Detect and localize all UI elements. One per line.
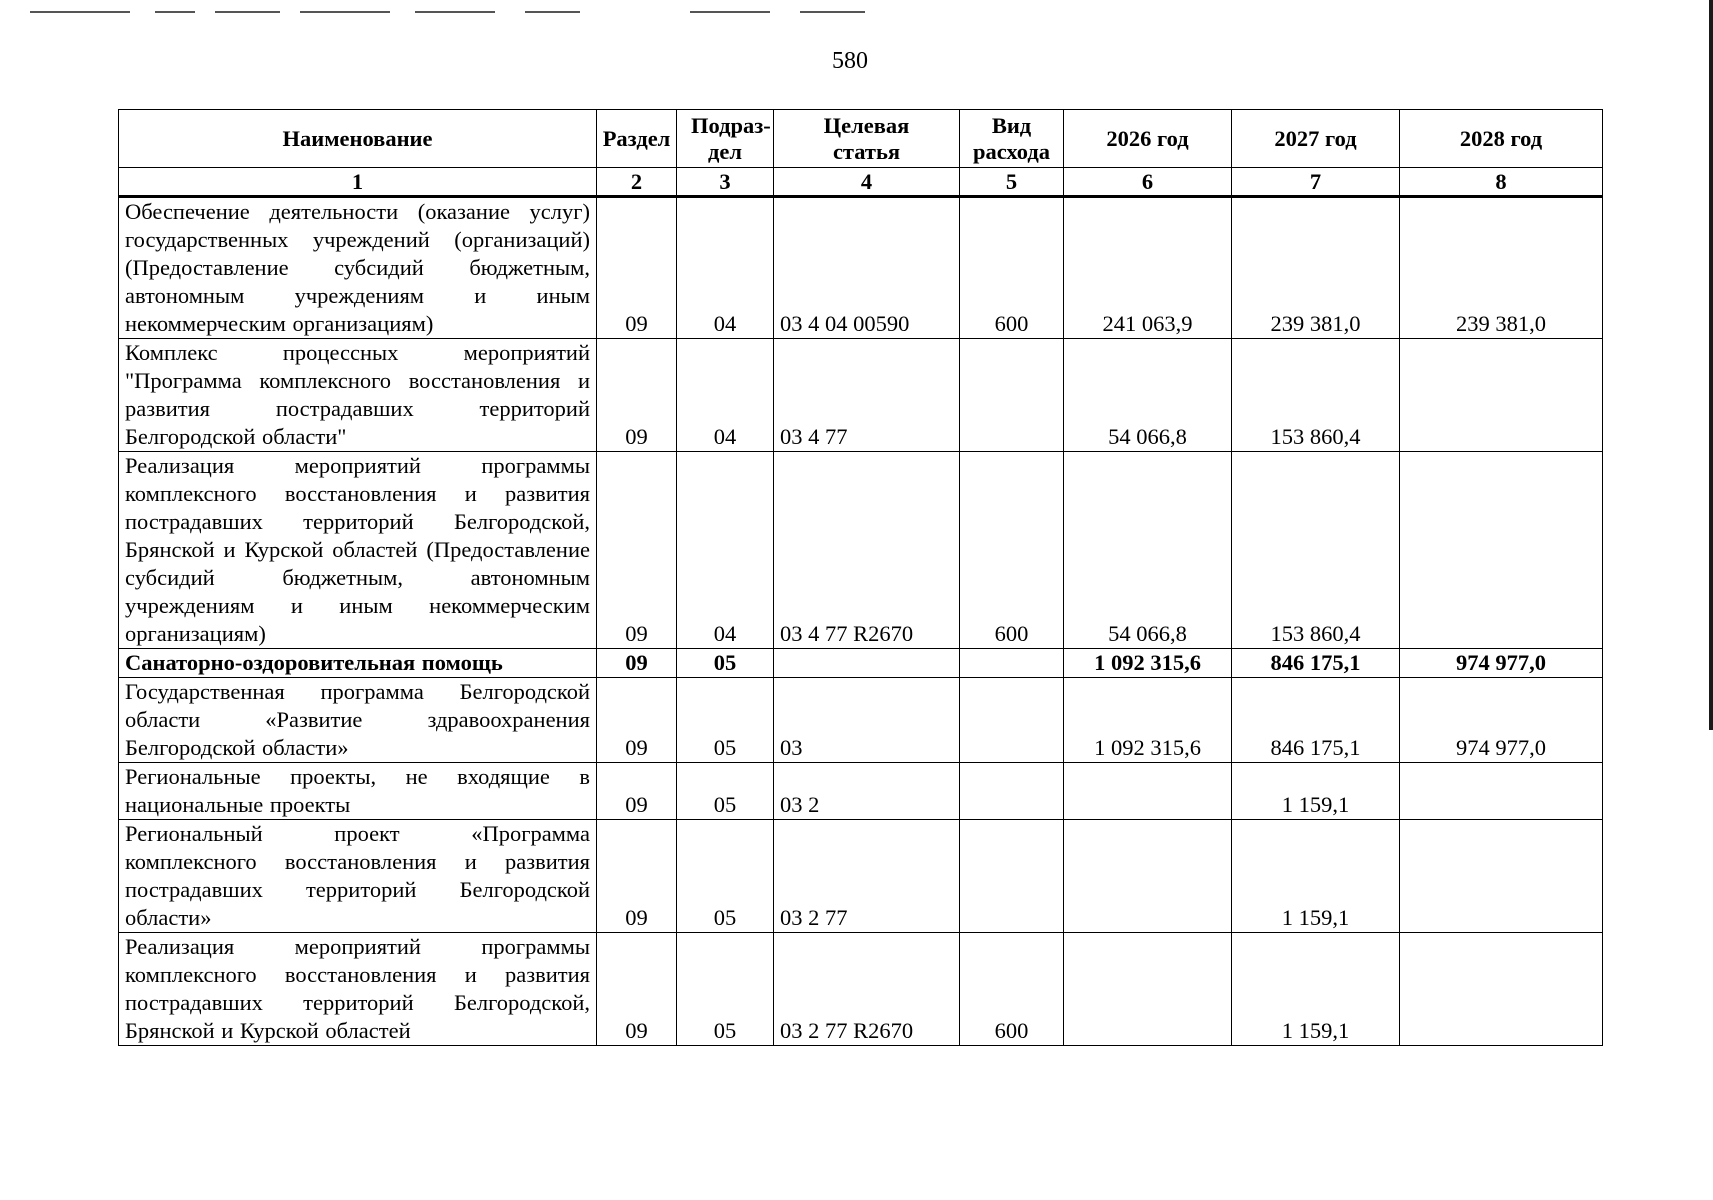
row-value-2027: 846 175,1 — [1232, 649, 1400, 678]
row-razdel: 09 — [597, 933, 677, 1046]
row-vid-rashoda — [960, 649, 1064, 678]
row-value-2028: 974 977,0 — [1400, 649, 1603, 678]
column-number: 6 — [1064, 168, 1232, 197]
row-podrazdel: 05 — [677, 933, 774, 1046]
header-name: Наименование — [119, 110, 597, 168]
page-number: 580 — [832, 48, 868, 74]
row-value-2028 — [1400, 452, 1603, 649]
row-celevaya-statya: 03 4 04 00590 — [774, 197, 960, 339]
row-value-2027: 239 381,0 — [1232, 197, 1400, 339]
budget-table — [118, 109, 1603, 1046]
row-value-2028 — [1400, 763, 1603, 820]
header-2026: 2026 год — [1064, 110, 1232, 168]
row-name: Санаторно-оздоровительная помощь — [119, 649, 597, 678]
column-number: 1 — [119, 168, 597, 197]
row-value-2027: 846 175,1 — [1232, 678, 1400, 763]
row-razdel: 09 — [597, 820, 677, 933]
row-razdel: 09 — [597, 763, 677, 820]
row-value-2026: 54 066,8 — [1064, 339, 1232, 452]
row-value-2026: 1 092 315,6 — [1064, 649, 1232, 678]
table-row — [119, 678, 1603, 763]
row-celevaya-statya: 03 2 — [774, 763, 960, 820]
row-celevaya-statya: 03 2 77 R2670 — [774, 933, 960, 1046]
header-row — [119, 110, 1603, 168]
row-value-2026 — [1064, 933, 1232, 1046]
header-2028: 2028 год — [1400, 110, 1603, 168]
row-value-2026 — [1064, 763, 1232, 820]
row-razdel: 09 — [597, 649, 677, 678]
row-vid-rashoda — [960, 339, 1064, 452]
table-row — [119, 197, 1603, 339]
row-name: Государственная программа Белгородской области «Развитие здравоохранения Белгородской области» — [119, 678, 597, 763]
column-number-row — [119, 168, 1603, 197]
row-podrazdel: 05 — [677, 763, 774, 820]
row-value-2028 — [1400, 820, 1603, 933]
column-number: 5 — [960, 168, 1064, 197]
table-row — [119, 339, 1603, 452]
table-row — [119, 933, 1603, 1046]
row-name: Региональный проект «Программа комплексного восстановления и развития пострадавших территорий Белгородской области» — [119, 820, 597, 933]
column-number: 2 — [597, 168, 677, 197]
row-podrazdel: 04 — [677, 197, 774, 339]
row-value-2027: 1 159,1 — [1232, 820, 1400, 933]
column-number: 3 — [677, 168, 774, 197]
row-value-2028 — [1400, 933, 1603, 1046]
row-razdel: 09 — [597, 197, 677, 339]
row-podrazdel: 04 — [677, 452, 774, 649]
table-row — [119, 820, 1603, 933]
row-value-2027: 153 860,4 — [1232, 339, 1400, 452]
row-vid-rashoda: 600 — [960, 452, 1064, 649]
row-podrazdel: 04 — [677, 339, 774, 452]
row-name: Обеспечение деятельности (оказание услуг) государственных учреждений (организаций) (Предоставление субсидий бюджетным, автономным учреждениям и иным некоммерческим организациям) — [119, 197, 597, 339]
row-vid-rashoda — [960, 678, 1064, 763]
row-podrazdel: 05 — [677, 649, 774, 678]
header-vid-rashoda: Вид расхода — [960, 110, 1064, 168]
row-celevaya-statya: 03 4 77 — [774, 339, 960, 452]
column-number: 4 — [774, 168, 960, 197]
row-razdel: 09 — [597, 678, 677, 763]
row-podrazdel: 05 — [677, 678, 774, 763]
row-celevaya-statya: 03 2 77 — [774, 820, 960, 933]
header-celevaya-statya: Целевая статья — [774, 110, 960, 168]
row-value-2026: 1 092 315,6 — [1064, 678, 1232, 763]
row-vid-rashoda: 600 — [960, 197, 1064, 339]
column-number: 7 — [1232, 168, 1400, 197]
row-vid-rashoda — [960, 820, 1064, 933]
row-value-2027: 153 860,4 — [1232, 452, 1400, 649]
row-value-2026: 54 066,8 — [1064, 452, 1232, 649]
row-value-2028 — [1400, 339, 1603, 452]
row-name: Комплекс процессных мероприятий "Программа комплексного восстановления и развития пострадавших территорий Белгородской области" — [119, 339, 597, 452]
row-value-2027: 1 159,1 — [1232, 763, 1400, 820]
row-razdel: 09 — [597, 339, 677, 452]
row-celevaya-statya: 03 — [774, 678, 960, 763]
row-vid-rashoda — [960, 763, 1064, 820]
header-2027: 2027 год — [1232, 110, 1400, 168]
table-row — [119, 452, 1603, 649]
row-podrazdel: 05 — [677, 820, 774, 933]
table-row — [119, 763, 1603, 820]
row-value-2028: 974 977,0 — [1400, 678, 1603, 763]
scan-page-edge — [1709, 0, 1713, 730]
row-celevaya-statya: 03 4 77 R2670 — [774, 452, 960, 649]
row-vid-rashoda: 600 — [960, 933, 1064, 1046]
row-name: Реализация мероприятий программы комплексного восстановления и развития пострадавших территорий Белгородской, Брянской и Курской областей (Предоставление субсидий бюджетным, автономным учреждениям и иным некоммерческим организациям) — [119, 452, 597, 649]
row-value-2028: 239 381,0 — [1400, 197, 1603, 339]
header-razdel: Раздел — [597, 110, 677, 168]
header-podrazdel: Подраз-дел — [677, 110, 774, 168]
row-name: Региональные проекты, не входящие в национальные проекты — [119, 763, 597, 820]
table-row — [119, 649, 1603, 678]
row-value-2026: 241 063,9 — [1064, 197, 1232, 339]
row-value-2026 — [1064, 820, 1232, 933]
column-number: 8 — [1400, 168, 1603, 197]
row-razdel: 09 — [597, 452, 677, 649]
row-celevaya-statya — [774, 649, 960, 678]
scan-artifact-lines — [30, 8, 870, 14]
row-value-2027: 1 159,1 — [1232, 933, 1400, 1046]
row-name: Реализация мероприятий программы комплексного восстановления и развития пострадавших территорий Белгородской, Брянской и Курской областей — [119, 933, 597, 1046]
